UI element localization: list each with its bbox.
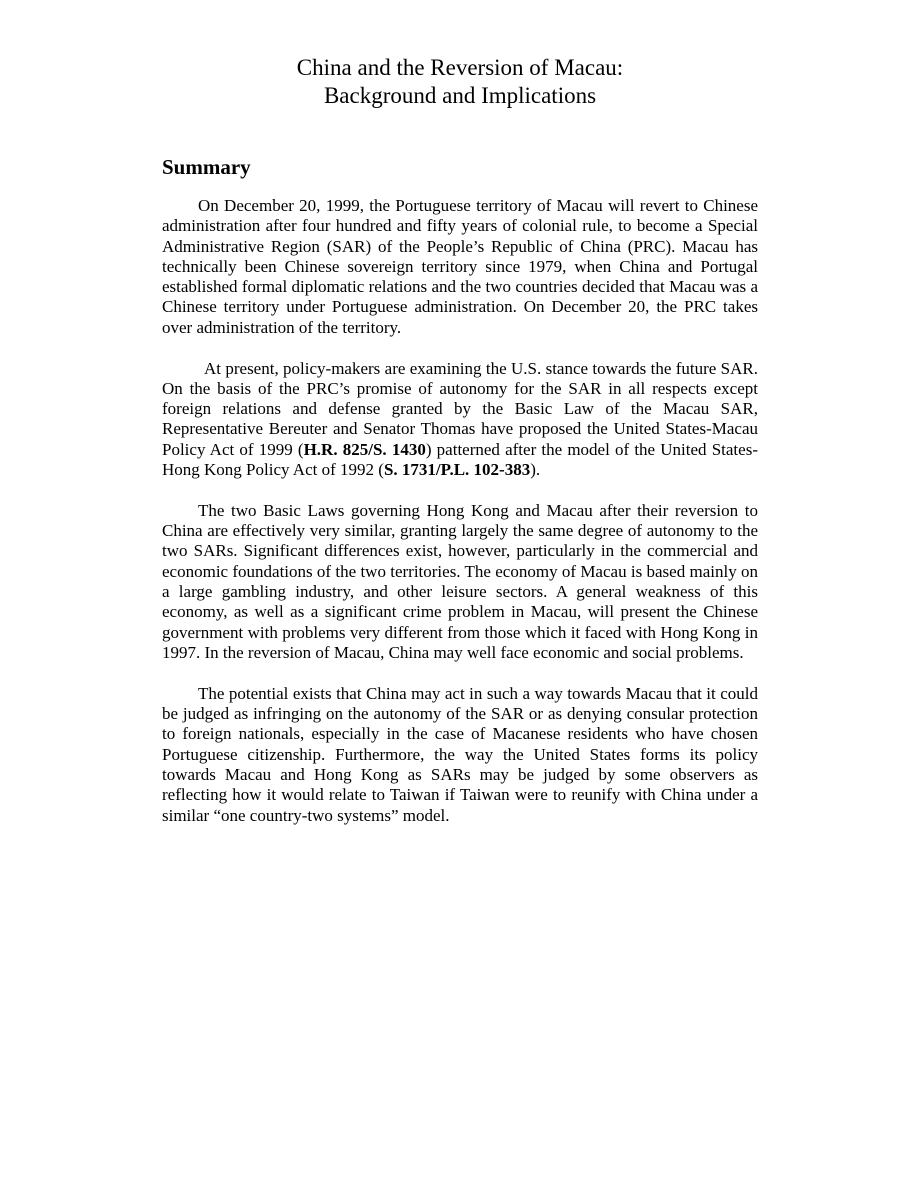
paragraph-4: The potential exists that China may act in such a way towards Macau that it could be judged as infringing on the autonomy of the SAR or as denying consular protection to foreign nationals, especially in the case of Macanese residents who have chosen Portuguese citizenship. Furthermore, the way the United States forms its policy towards Macau and Hong Kong as SARs may be judged by some observers as reflecting how it would relate to Taiwan if Taiwan were to reunify with China under a similar “one country-two systems” model. xyxy=(162,683,758,825)
paragraph-2 xyxy=(162,359,758,481)
document-title xyxy=(162,54,758,110)
document-page xyxy=(162,54,758,826)
paragraph-1: On December 20, 1999, the Portuguese territory of Macau will revert to Chinese administration after four hundred and fifty years of colonial rule, to become a Special Administrative Region (SAR) of the People’s Republic of China (PRC). Macau has technically been Chinese sovereign territory since 1979, when China and Portugal established formal diplomatic relations and the two countries decided that Macau was a Chinese territory under Portuguese administration. On December 20, the PRC takes over administration of the territory. xyxy=(162,196,758,337)
paragraph-2-text-b: ) patterned after the model of the United States-Hong Kong Policy Act of 1992 ( xyxy=(162,439,758,480)
paragraph-3: The two Basic Laws governing Hong Kong and Macau after their reversion to China are effectively very similar, granting largely the same degree of autonomy to the two SARs. Significant differences exist, however, particularly in the commercial and economic foundations of the two territories. The economy of Macau is based mainly on a large gambling industry, and other leisure sectors. A general weakness of this economy, as well as a significant crime problem in Macau, will present the Chinese government with problems very different from those which it faced with Hong Kong in 1997. In the reversion of Macau, China may well face economic and social problems. xyxy=(162,500,758,662)
title-line-1: China and the Reversion of Macau: xyxy=(296,55,624,80)
bill-reference-hr825: H.R. 825/S. 1430 xyxy=(303,439,426,459)
paragraph-2-text-c: ). xyxy=(530,460,541,480)
bill-reference-s1731: S. 1731/P.L. 102-383 xyxy=(383,460,531,480)
paragraph-2-text-a: At present, policy-makers are examining the U.S. stance towards the future SAR. On the basis of the PRC’s promise of autonomy for the SAR in all respects except foreign relations and defense granted by the Basic Law of the Macau SAR, Representative Bereuter and Senator Thomas have proposed the United States-Macau Policy Act of 1999 ( xyxy=(162,358,758,459)
section-heading-summary: Summary xyxy=(162,155,251,179)
title-line-2: Background and Implications xyxy=(323,83,597,108)
